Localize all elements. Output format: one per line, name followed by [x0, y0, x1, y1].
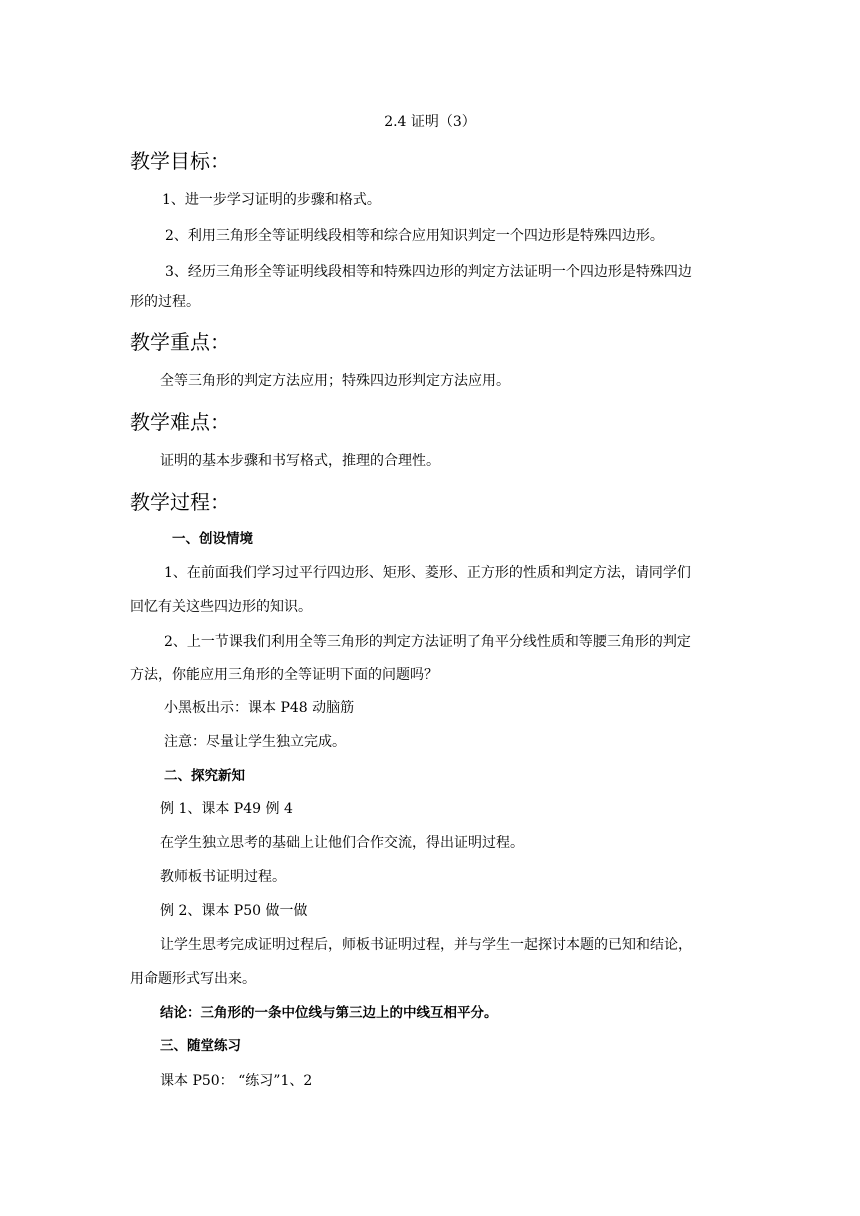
section2-heading: 二、探究新知 — [164, 768, 245, 784]
objective-item-1: 1、进一步学习证明的步骤和格式。 — [162, 192, 381, 208]
key-points-heading: 教学重点： — [130, 330, 230, 354]
section1-heading: 一、创设情境 — [172, 531, 253, 547]
example2-line1: 让学生思考完成证明过程后，师板书证明过程，并与学生一起探讨本题的已知和结论， — [160, 937, 692, 953]
objectives-heading: 教学目标： — [130, 149, 230, 173]
section3-text: 课本 P50： “练习”1、2 — [160, 1073, 313, 1089]
conclusion-text: 结论：三角形的一条中位线与第三边上的中线互相平分。 — [160, 1005, 498, 1021]
objective-item-3-line-1: 3、经历三角形全等证明线段相等和特殊四边形的判定方法证明一个四边形是特殊四边 — [165, 264, 692, 280]
difficulties-text: 证明的基本步骤和书写格式，推理的合理性。 — [160, 453, 440, 469]
section1-note: 注意：尽量让学生独立完成。 — [164, 734, 346, 750]
example1-paragraph1: 在学生独立思考的基础上让他们合作交流，得出证明过程。 — [160, 835, 524, 851]
section1-board-text: 小黑板出示：课本 P48 动脑筋 — [164, 700, 355, 716]
section1-paragraph1-line1: 1、在前面我们学习过平行四边形、矩形、菱形、正方形的性质和判定方法，请同学们 — [164, 565, 691, 581]
section1-paragraph1-line2: 回忆有关这些四边形的知识。 — [130, 599, 312, 615]
section1-paragraph2-line2: 方法，你能应用三角形的全等证明下面的问题吗？ — [130, 667, 438, 683]
difficulties-heading: 教学难点： — [130, 410, 230, 434]
section1-paragraph2-line1: 2、上一节课我们利用全等三角形的判定方法证明了角平分线性质和等腰三角形的判定 — [164, 634, 691, 650]
objective-item-3-line-2: 形的过程。 — [130, 294, 200, 310]
example2-line2: 用命题形式写出来。 — [130, 971, 256, 987]
example1-paragraph2: 教师板书证明过程。 — [160, 869, 286, 885]
example2-title: 例 2、课本 P50 做一做 — [160, 903, 308, 919]
example1-title: 例 1、课本 P49 例 4 — [160, 801, 293, 817]
process-heading: 教学过程： — [130, 490, 230, 514]
section3-heading: 三、随堂练习 — [160, 1038, 241, 1054]
document-title: 2.4 证明（3） — [384, 114, 476, 130]
key-points-text: 全等三角形的判定方法应用；特殊四边形判定方法应用。 — [160, 373, 510, 389]
objective-item-2: 2、利用三角形全等证明线段相等和综合应用知识判定一个四边形是特殊四边形。 — [165, 228, 664, 244]
